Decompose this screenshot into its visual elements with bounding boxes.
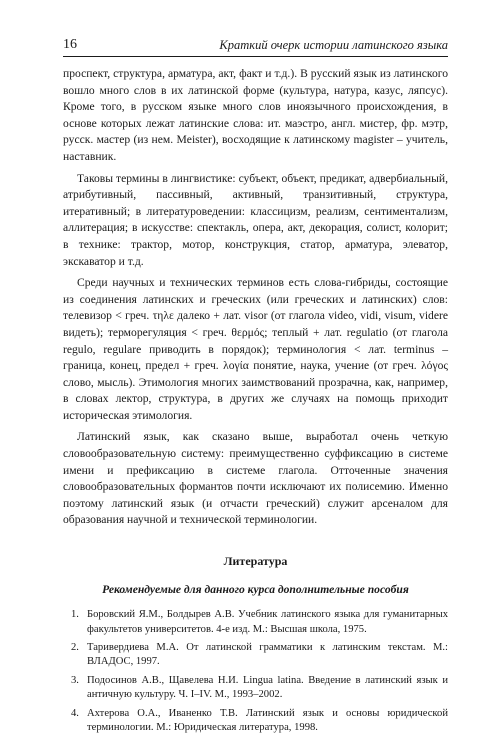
paragraph-3: Среди научных и технических терминов есть слова-гибриды, состоящие из соединения латинских и греческих (или греческих и латинских) слов: телевизор < греч. τηλε далеко + лат. visor (от глагола video, vidi, visum, videre видеть); терморегуляция < греч. θερμός; теплый + лат. regulatio (от глагола regulo, regulare приводить в порядок); терминология < лат. terminus – граница, конец, предел + греч. λογία понятие, наука, учение (от греч. λόγος слово, мысль). Этимология многих заимствований прозрачна, как, например, в словах лектор, структура, в других же случаях на помощь приходит историческая этимология. (63, 276, 448, 422)
running-title: Краткий очерк истории латинского языка (219, 38, 448, 52)
paragraph-4: Латинский язык, как сказано выше, выработал очень четкую словообразовательную систему: преимущественно суффиксацию в системе имени и префиксацию в системе глагола. Отточенные значения словообразовательных формантов почти исключают их полисемию. Именно поэтому латинский язык (и отчасти греческий) служит арсеналом для образования научной и технической терминологии. (63, 430, 448, 527)
reference-number: 2. (71, 642, 79, 654)
reference-item (63, 707, 448, 736)
reference-number: 1. (71, 609, 79, 621)
paragraph-1: проспект, структура, арматура, акт, факт и т.д.). В русский язык из латинского вошло много слов в их латинской форме (культура, натура, казус, ляпсус). Кроме того, в русском языке много слов иноязычного происхождения, в основе которых лежат латинские слова: ит. маэстро, англ. мистер, фр. мэтр, русск. мастер (из нем. Meister), восходящие к латинскому magister – учитель, наставник. (63, 67, 448, 163)
page-header (63, 36, 448, 57)
reference-item (63, 608, 448, 637)
literature-subheading: Рекомендуемые для данного курса дополнительные пособия (102, 582, 409, 596)
reference-text: Ахтерова О.А., Иваненко Т.В. Латинский язык и основы юридической терминологии. М.: Юридическая литература, 1998. (87, 707, 448, 734)
reference-text: Боровский Я.М., Болдырев А.В. Учебник латинского языка для гуманитарных факультетов университетов. 4-е изд. М.: Высшая школа, 1975. (87, 609, 448, 635)
literature-heading: Литература (223, 554, 288, 569)
paragraph-2: Таковы термины в лингвистике: субъект, объект, предикат, адвербиальный, атрибутивный, пассивный, активный, транзитивный, структура, итеративный; в литературоведении: классицизм, реализм, сентиментализм, аллитерация; в искусстве: спектакль, опера, акт, декорация, солист, колорит; в технике: трактор, мотор, конструкция, статор, арматура, элеватор, экскаватор и т.д. (63, 171, 448, 268)
reference-number: 3. (71, 674, 79, 686)
reference-item (63, 641, 448, 670)
reference-item (63, 674, 448, 703)
page-body (63, 66, 448, 739)
reference-number: 4. (71, 707, 79, 719)
reference-list (63, 608, 448, 735)
reference-text: Таривердиева М.А. От латинской грамматики к латинским текстам. М.: ВЛАДОС, 1997. (87, 642, 448, 668)
reference-text: Подосинов А.В., Щавелева Н.И. Lingua latina. Введение в латинский язык и античную культуру. Ч. I–IV. М., 1993–2002. (87, 674, 448, 701)
page-number: 16 (63, 37, 77, 52)
